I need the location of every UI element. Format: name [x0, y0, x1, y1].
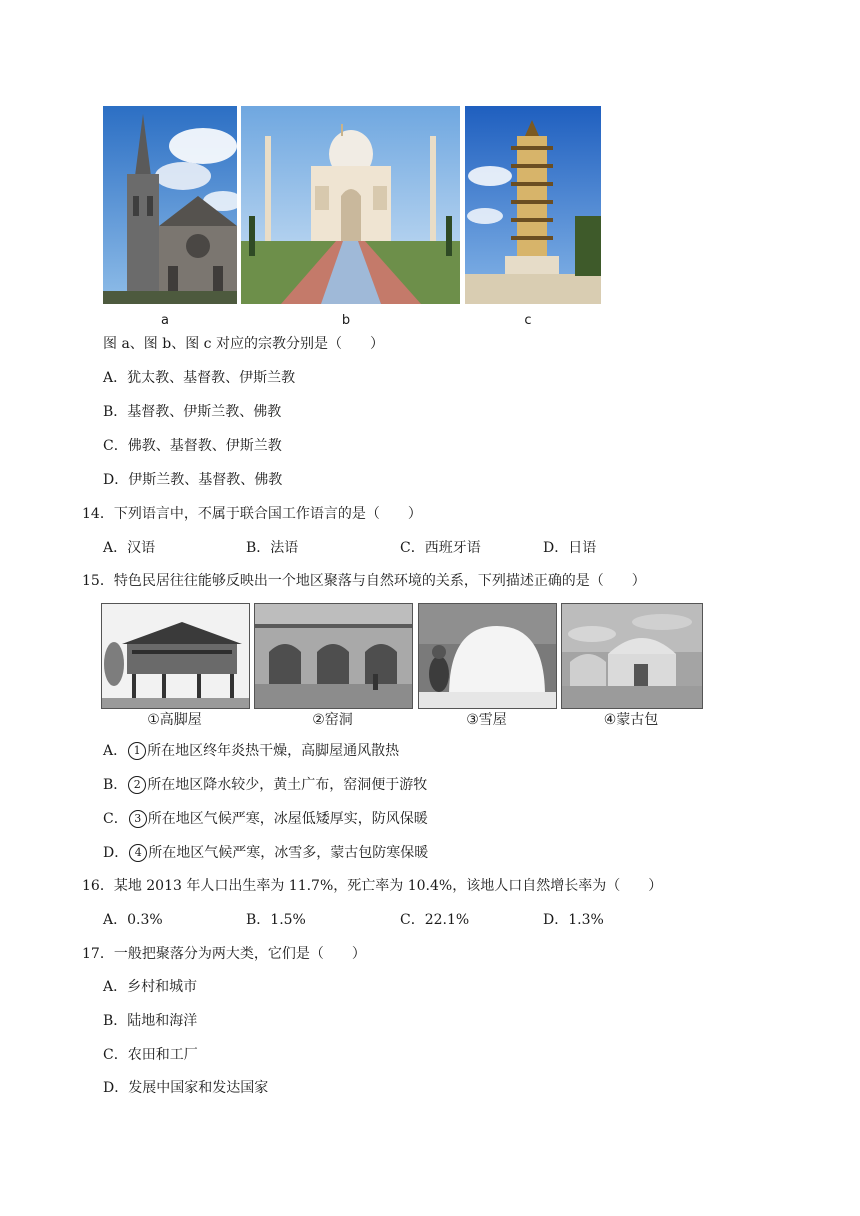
- q14-option-d: D．日语: [543, 540, 597, 556]
- q14-stem: 14．下列语言中，不属于联合国工作语言的是（ ）: [82, 506, 422, 522]
- caption-igloo: ③雪屋: [466, 712, 507, 728]
- option-letter: C．: [103, 811, 128, 827]
- q17-option-d: D．发展中国家和发达国家: [103, 1080, 269, 1096]
- circled-number: 4: [129, 844, 147, 862]
- q13-option-b: B．基督教、伊斯兰教、佛教: [103, 404, 282, 420]
- circled-number: 1: [128, 742, 146, 760]
- q15-option-d: [103, 843, 428, 863]
- option-letter: B．: [103, 777, 128, 793]
- option-text: 所在地区气候严寒，冰雪多，蒙古包防寒保暖: [148, 845, 429, 861]
- taj-mahal-photo: [241, 106, 460, 304]
- q15-option-c: [103, 809, 428, 829]
- q17-option-a: A．乡村和城市: [103, 979, 198, 995]
- q16-option-b: B．1.5%: [246, 912, 306, 928]
- q13-option-d: D．伊斯兰教、基督教、佛教: [103, 472, 283, 488]
- q13-option-a: A．犹太教、基督教、伊斯兰教: [103, 370, 296, 386]
- q15-option-a: [103, 741, 399, 761]
- church-photo: [103, 106, 237, 304]
- option-text: 所在地区降水较少，黄土广布，窑洞便于游牧: [147, 777, 428, 793]
- caption-yurt: ④蒙古包: [603, 712, 659, 728]
- q13-option-c: C．佛教、基督教、伊斯兰教: [103, 438, 282, 454]
- option-letter: D．: [103, 845, 129, 861]
- q16-stem: 16．某地 2013 年人口出生率为 11.7%，死亡率为 10.4%，该地人口自然增长率为（ ）: [82, 878, 663, 894]
- circled-number: 3: [129, 810, 147, 828]
- option-letter: A．: [103, 743, 128, 759]
- q14-option-a: A．汉语: [103, 540, 156, 556]
- q15-option-b: [103, 775, 427, 795]
- q17-option-c: C．农田和工厂: [103, 1047, 198, 1063]
- photo-caption-b: b: [341, 313, 351, 328]
- cave-dwelling-photo: [254, 603, 413, 709]
- q13-stem: 图 a、图 b、图 c 对应的宗教分别是（ ）: [103, 336, 384, 352]
- q14-option-c: C．西班牙语: [400, 540, 481, 556]
- caption-stilt-house: ①高脚屋: [147, 712, 202, 728]
- igloo-photo: [418, 603, 557, 709]
- photo-caption-a: a: [161, 313, 169, 328]
- q14-option-b: B．法语: [246, 540, 299, 556]
- q16-option-d: D．1.3%: [543, 912, 604, 928]
- q17-option-b: B．陆地和海洋: [103, 1013, 198, 1029]
- q17-stem: 17．一般把聚落分为两大类，它们是（ ）: [82, 946, 366, 962]
- option-text: 所在地区气候严寒，冰屋低矮厚实，防风保暖: [147, 811, 428, 827]
- photo-caption-c: c: [524, 313, 532, 328]
- q16-option-c: C．22.1%: [400, 912, 470, 928]
- q15-stem: 15．特色民居往往能够反映出一个地区聚落与自然环境的关系，下列描述正确的是（ ）: [82, 573, 646, 589]
- yurt-photo: [561, 603, 703, 709]
- caption-cave-dwelling: ②窑洞: [312, 712, 353, 728]
- pagoda-photo: [465, 106, 601, 304]
- option-text: 所在地区终年炎热干燥，高脚屋通风散热: [147, 743, 400, 759]
- stilt-house-photo: [101, 603, 250, 709]
- q16-option-a: A．0.3%: [103, 912, 163, 928]
- circled-number: 2: [128, 776, 146, 794]
